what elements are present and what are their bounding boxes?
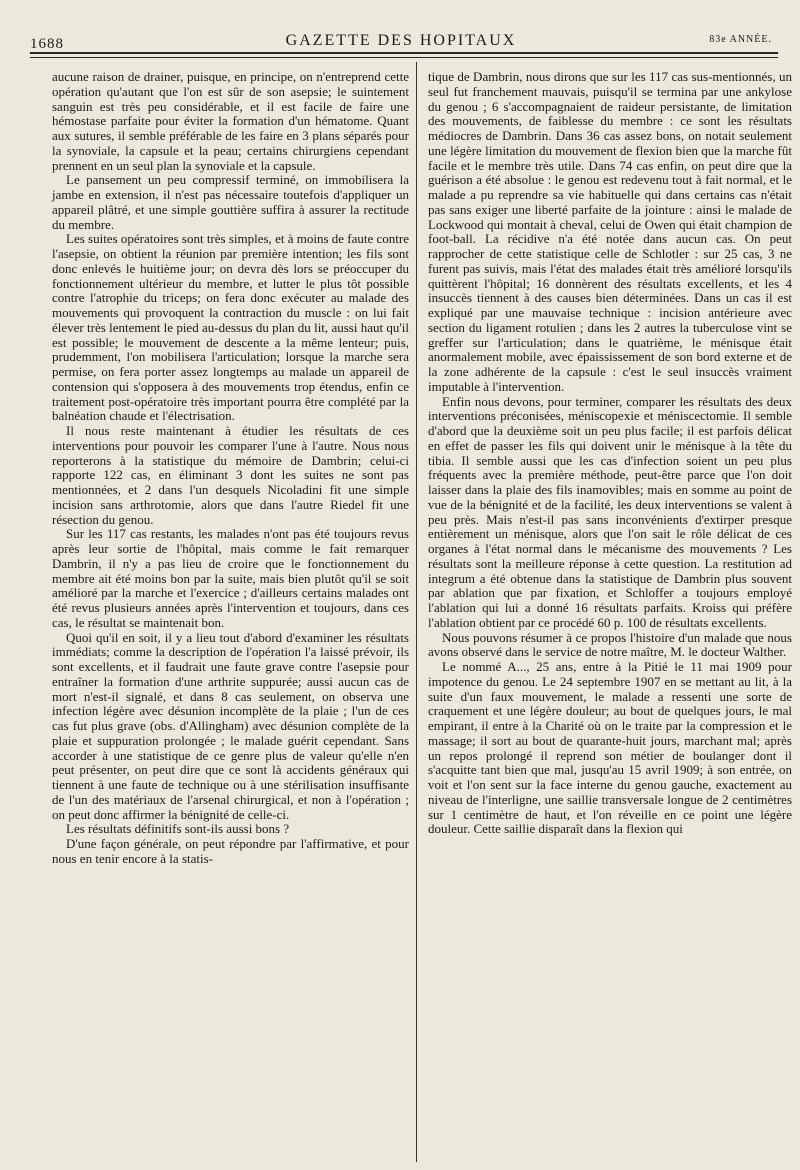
journal-title: GAZETTE DES HOPITAUX xyxy=(285,32,517,49)
paragraph: Le nommé A..., 25 ans, entre à la Pitié le 11 mai 1909 pour impotence du genou. Le 24 septembre 1907 en se mettant au lit, à la suite d'un faux mouvement, le malade a ressenti une sorte de craquement et une légère douleur; au bout de quelques jours, le mal empirant, il entre à la Charité où on le traite par la compression et le massage; il sort au bout de quarante-huit jours, marchant mal; après un repos prolongé il reprend son métier de boulanger dont il s'acquitte tant bien que mal, jusqu'au 15 avril 1909; à son entrée, on voit et l'on sent sur la face interne du genou gauche, exactement au niveau de l'interligne, une saillie transversale longue de 2 centimètres sur 1 centimètre de haut, et l'on réveille en ce point une légère douleur. Cette saillie disparaît dans la flexion qui xyxy=(428,659,792,837)
paragraph: Sur les 117 cas restants, les malades n'ont pas été toujours revus après leur sortie de l'hôpital, mais comme le fait remarquer Dambrin, il n'y a pas lieu de croire que le fonctionnement du membre ait été moins bon par la suite, mais bien plutôt qu'il se soit amélioré par la marche et l'exercice ; d'ailleurs certains malades ont été revus plusieurs années après l'intervention et toujours, dans ces cas, le résultat se maintenait bon. xyxy=(52,526,409,630)
left-column xyxy=(52,70,409,867)
paragraph: Les suites opératoires sont très simples, et à moins de faute contre l'asepsie, on obtient la réunion par première intention; les fils sont donc enlevés le huitième jour; on devra dès lors se préoccuper du fonctionnement ultérieur du membre, et lutter le plus tôt possible contre l'atrophie du triceps; on fera donc exécuter au malade des mouvements qui provoquent la contraction du muscle : on lui fait élever très lentement le pied au-dessus du plan du lit, aussi haut qu'il est possible; le mouvement de descente a la même lenteur; puis, prudemment, l'on mobilisera l'articulation; lorsque la marche sera permise, on fera porter assez longtemps au malade un appareil de contension qui s'opposera à des mouvements trop étendus, enfin ce traitement post-opératoire très important pourra être complété par la balnéation chaude et l'électrisation. xyxy=(52,231,409,424)
year-label: 83e ANNÉE. xyxy=(709,34,772,45)
paragraph: Quoi qu'il en soit, il y a lieu tout d'abord d'examiner les résultats immédiats; comme la description de l'opération l'a laissé prévoir, ils sont excellents, et il faudrait une faute grave contre l'asepsie pour entraîner la formation d'une arthrite suppurée; aussi aucun cas de mort n'est-il signalé, et dans 8 cas seulement, on observa une infection légère avec désunion incomplète de la plaie ; l'un de ces cas fut plus grave (obs. d'Allingham) avec désunion complète de la plaie et suppuration prolongée ; le malade guérit cependant. Sans accorder à une statistique de ce genre plus de valeur qu'elle n'en peut présenter, on peut dire que ce sont là accidents généraux qui tiennent à une faute de technique ou à une stérilisation insuffisante de l'un des matériaux de l'arsenal chirurgical, et non à l'opération ; on peut donc affirmer la bénignité de celle-ci. xyxy=(52,629,409,822)
paragraph: tique de Dambrin, nous dirons que sur les 117 cas sus-mentionnés, un seul fut franchement mauvais, puisqu'il se termina par une ankylose du genou ; 6 s'accompagnaient de raideur persistante, de limitation des mouvements, de faiblesse du membre : ce sont les résultats médiocres de Dambrin. Dans 36 cas assez bons, on notait seulement une légère limitation du mouvement de flexion bien que la marche fût facile et le membre très utile. Dans 74 cas enfin, on peut dire que la guérison a été absolue : le genou est redevenu tout à fait normal, et le malade a pu reprendre sa vie habituelle qui dans certains cas n'était pas sans exiger une liberté parfaite de la jointure : ainsi le malade de Lockwood qui montait à cheval, celui de Owen qui était champion de foot-ball. La récidive n'a été notée dans aucun cas. On peut rapprocher de cette statistique celle de Schlotler : sur 25 cas, 3 ne furent pas suivis, mais l'état des malades était très amélioré lorsqu'ils quittèrent l'hôpital; 16 donnèrent des résultats excellents, et les 4 insuccès tiennent à des causes bien déterminées. Dans un cas il est expliqué par une mauvaise technique : incision antérieure avec section du ligament rotulien ; dans les 2 autres la tuberculose vint se greffer sur l'articulation; dans le quatrième, le ménisque était anormalement mobile, avec épaississement de son bord externe et de la zone adhérente de la capsule : c'est le seul insuccès vraiment imputable à l'intervention. xyxy=(428,69,792,394)
running-head xyxy=(30,30,772,52)
right-column xyxy=(428,70,792,837)
paragraph: Le pansement un peu compressif terminé, on immobilisera la jambe en extension, il n'est pas nécessaire toutefois d'appliquer un appareil plâtré, et une simple gouttière suffira à assurer la rectitude du membre. xyxy=(52,172,409,232)
paragraph: Les résultats définitifs sont-ils aussi bons ? xyxy=(66,821,290,837)
paragraph: Il nous reste maintenant à étudier les résultats de ces interventions pour pouvoir les comparer l'une à l'autre. Nous nous reporterons à la statistique du mémoire de Dambrin; celui-ci rapporte 122 cas, en éliminant 3 dont les suites ne sont pas mentionnées, et 2 dans l'un desquels Nicoladini fit une simple incision sans arthrotomie, alors que dans l'autre Riedel fit une résection du genou. xyxy=(52,423,409,527)
page-number: 1688 xyxy=(30,36,64,52)
paragraph: aucune raison de drainer, puisque, en principe, on n'entreprend cette opération qu'autant que l'on est sûr de son asepsie; le suintement sanguin est très peu considérable, et il est facile de faire une hémostase parfaite pour éviter la formation d'un hématome. Quant aux sutures, il semble préférable de les faire en 3 plans séparés pour la synoviale, la capsule et la peau; certains chirurgiens cependant prennent en un seul plan la synoviale et la capsule. xyxy=(52,69,409,173)
paragraph: Nous pouvons résumer à ce propos l'histoire d'un malade que nous avons observé dans le service de notre maître, M. le docteur Walther. xyxy=(428,629,792,660)
paragraph: Enfin nous devons, pour terminer, comparer les résultats des deux interventions préconisées, méniscopexie et méniscectomie. Il semble d'abord que la deuxième soit un peu plus facile; il est parfois délicat en effet de passer les fils qui doivent unir le ménisque à la tête du tibia. Il semble aussi que les cas d'infection soient un peu plus fréquents avec la première méthode, peut-être parce que l'on doit laisser dans la plaie des fils inamovibles; mais en somme au point de vue de la bénignité et de la facilité, les deux interventions se valent à peu près. Mais n'est-il pas sans inconvénients d'extirper presque entièrement un ménisque, alors que l'on sait le rôle délicat de ces organes à l'état normal dans le mécanisme des mouvements ? Les résultats sont la meilleure réponse à cette question. La restitution ad integrum a été obtenue dans la statistique de Dambrin plus souvent par ablation que par fixation, et Schloffer a toujours employé l'ablation qui lui a donné 16 résultats parfaits. Kroiss qui préfère l'ablation obtient par ce procédé 60 p. 100 de résultats excellents. xyxy=(428,393,792,630)
header-rule xyxy=(30,52,778,58)
column-divider xyxy=(416,62,417,1162)
paragraph: D'une façon générale, on peut répondre par l'affirmative, et pour nous en tenir encore à la statis- xyxy=(52,836,409,866)
